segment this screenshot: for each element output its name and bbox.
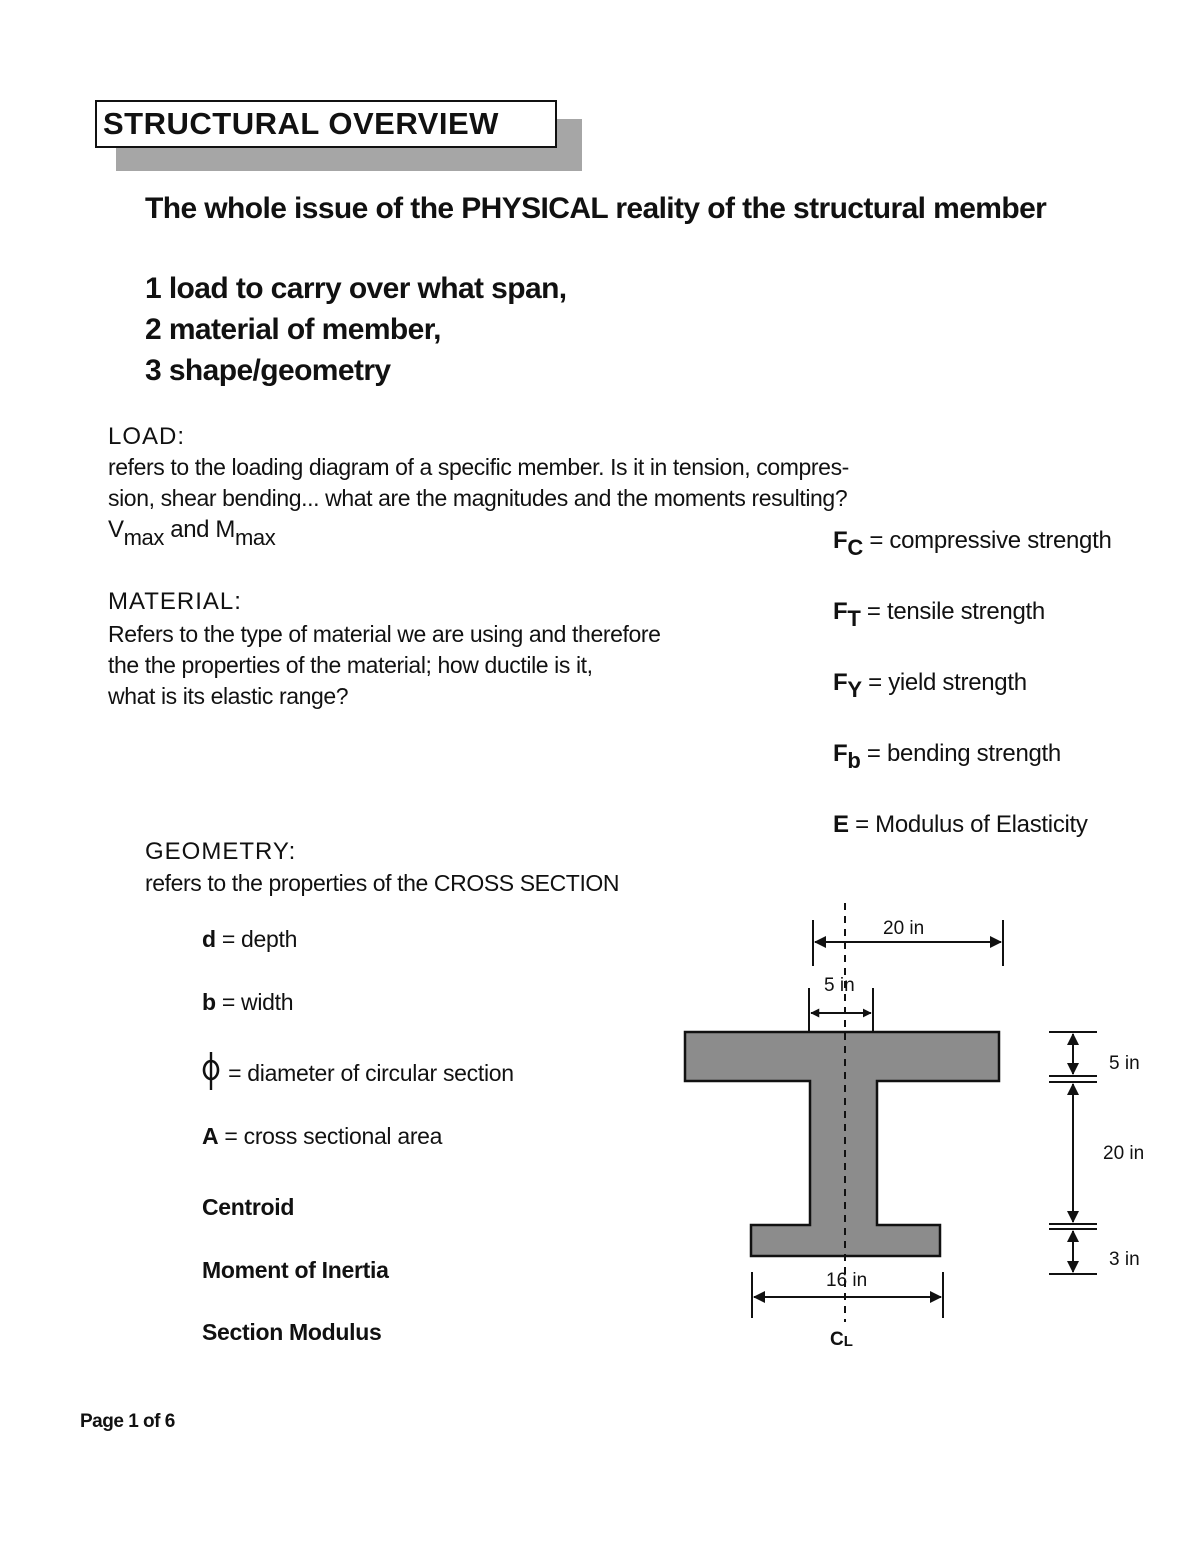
label-bottom-flange-thickness: 3 in: [1109, 1249, 1140, 1270]
centerline-label: [830, 1329, 853, 1350]
m-subscript: max: [234, 525, 276, 550]
geometry-symbol: d: [202, 926, 216, 952]
v-symbol: V: [108, 516, 124, 543]
intro-text: The whole issue of the PHYSICAL reality of the structural member: [145, 192, 1047, 225]
property-symbol: F: [833, 740, 848, 767]
geometry-symbol: A: [202, 1123, 219, 1149]
load-heading: LOAD:: [108, 423, 186, 450]
property-subscript: b: [847, 748, 861, 773]
property-subscript: C: [847, 535, 863, 560]
material-line-2: the the properties of the material; how ductile is it,: [108, 652, 593, 678]
property-symbol: E: [833, 811, 849, 838]
geometry-desc-text: = depth: [215, 926, 298, 952]
geometry-desc-text: = diameter of circular section: [222, 1060, 514, 1086]
geometry-symbol: b: [202, 989, 216, 1015]
label-top-width: 20 in: [883, 918, 925, 939]
property-symbol: F: [833, 598, 848, 625]
property-desc: = tensile strength: [860, 598, 1045, 625]
material-line-3: what is its elastic range?: [108, 683, 349, 709]
m-symbol: M: [215, 516, 235, 543]
geometry-section-modulus: Section Modulus: [202, 1319, 382, 1345]
property-desc: = Modulus of Elasticity: [848, 811, 1088, 838]
label-web-height: 20 in: [1103, 1143, 1145, 1164]
and-text: and: [163, 516, 216, 543]
page-title-text: STRUCTURAL OVERVIEW: [103, 106, 499, 141]
geometry-moment-of-inertia: Moment of Inertia: [202, 1257, 389, 1283]
factor-item-load: 1 load to carry over what span,: [145, 272, 567, 305]
geometry-desc-text: = cross sectional area: [218, 1123, 443, 1149]
centerline-symbol: C: [830, 1329, 844, 1350]
load-line-1: refers to the loading diagram of a specific member. Is it in tension, compres-: [108, 454, 849, 480]
geometry-heading: GEOMETRY:: [145, 838, 297, 865]
page-number: Page 1 of 6: [80, 1411, 175, 1432]
property-subscript: T: [847, 606, 861, 631]
property-desc: = bending strength: [860, 740, 1061, 767]
load-line-2: sion, shear bending... what are the magnitudes and the moments resulting?: [108, 485, 848, 511]
material-line-1: Refers to the type of material we are using and therefore: [108, 621, 661, 647]
property-symbol: F: [833, 527, 848, 554]
factor-item-material: 2 material of member,: [145, 313, 441, 346]
property-desc: = yield strength: [861, 669, 1027, 696]
v-subscript: max: [123, 525, 164, 550]
property-symbol: F: [833, 669, 848, 696]
i-beam-section: [685, 1032, 999, 1256]
property-desc: = compressive strength: [862, 527, 1112, 554]
label-web-width: 5 in: [824, 975, 855, 996]
label-bottom-width: 16 in: [826, 1270, 868, 1291]
geometry-desc: refers to the properties of the CROSS SECTION: [145, 870, 620, 896]
geometry-desc-text: = width: [215, 989, 294, 1015]
geometry-centroid: Centroid: [202, 1194, 295, 1220]
material-heading: MATERIAL:: [108, 588, 242, 615]
centerline-subscript: L: [843, 1333, 853, 1350]
label-top-flange-thickness: 5 in: [1109, 1053, 1140, 1074]
factor-item-geometry: 3 shape/geometry: [145, 354, 391, 387]
property-subscript: Y: [847, 677, 862, 702]
